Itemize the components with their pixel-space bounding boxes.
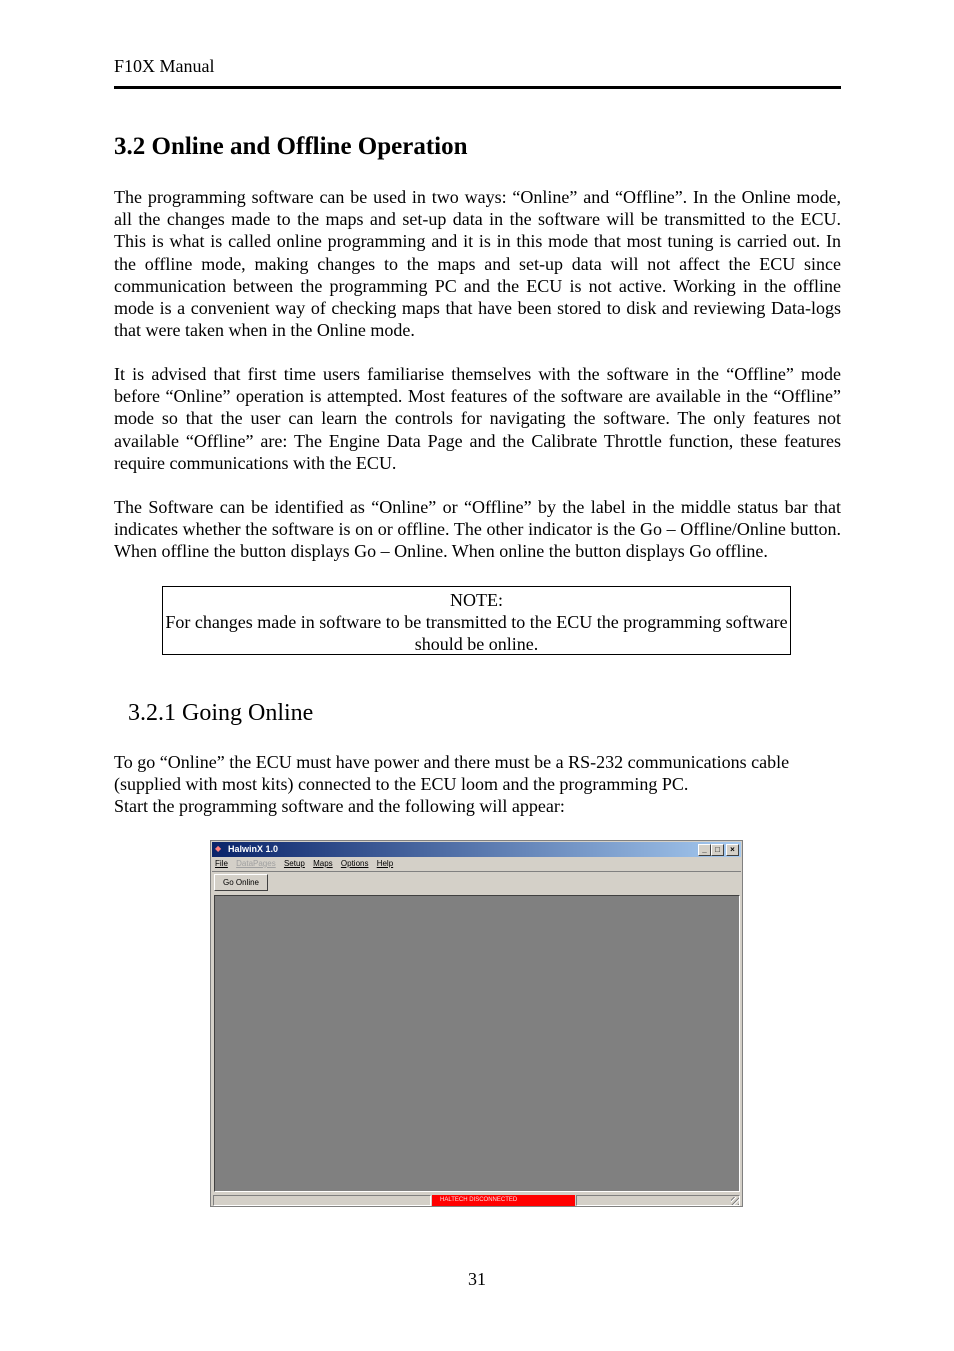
going-online-line-2: (supplied with most kits) connected to the ECU loom and the programming PC.	[114, 774, 689, 795]
status-bar	[213, 1195, 740, 1206]
header-title: F10X Manual	[114, 56, 215, 76]
menu-options[interactable]: Options	[340, 859, 369, 868]
going-online-line-1: To go “Online” the ECU must have power and there must be a RS-232 communications cable	[114, 752, 790, 772]
software-window-screenshot	[210, 840, 743, 1207]
paragraph-online-offline: The programming software can be used in two ways: “Online” and “Offline”. In the Online mode, all the changes made to the maps and set-up data in the software will be transmitted to the ECU. This is what is called online programming and it is in this mode that most tuning is carried out. In the offline mode, making changes to the maps and set-up data will not affect the ECU since communication between the programming PC and the ECU is not active. Working in the offline mode is a convenient way of checking maps that have been stored to disk and reviewing Data-logs that were taken when in the Online mode.	[114, 187, 841, 341]
menu-file[interactable]: File	[215, 859, 228, 868]
toolbar-separator	[212, 871, 741, 872]
note-body: For changes made in software to be transmitted to the ECU the programming software should be online.	[165, 612, 788, 654]
status-connection-label: HALTECH DISCONNECTED	[432, 1195, 575, 1206]
status-cell-left	[213, 1195, 431, 1206]
window-title: HalwinX 1.0	[228, 844, 279, 854]
status-cell-right	[576, 1195, 740, 1206]
menu-setup[interactable]: Setup	[283, 859, 305, 868]
going-online-text	[114, 751, 854, 818]
resize-grip-icon[interactable]	[731, 1197, 739, 1205]
header-rule	[114, 86, 841, 89]
close-icon[interactable]: ×	[726, 844, 739, 856]
note-title: NOTE:	[450, 590, 503, 610]
note-box	[162, 586, 791, 655]
paragraph-identification: The Software can be identified as “Online” or “Offline” by the label in the middle status bar that indicates whether the software is on or offline. The other indicator is the Go – Offline/Online button. When offline the button displays Go – Online. When online the button displays Go offline.	[114, 497, 841, 562]
section-heading: 3.2 Online and Offline Operation	[114, 133, 468, 160]
page-number: 31	[468, 1269, 486, 1289]
menu-help[interactable]: Help	[376, 859, 394, 868]
subsection-heading: 3.2.1 Going Online	[128, 700, 314, 726]
workspace-area	[214, 895, 740, 1192]
app-icon: ◆	[215, 844, 222, 853]
go-online-button[interactable]: Go Online	[214, 874, 268, 891]
minimize-icon[interactable]: _	[698, 844, 711, 856]
window-titlebar	[212, 842, 741, 857]
paragraph-advice: It is advised that first time users familiarise themselves with the software in the “Offline” mode before “Online” operation is attempted. Most features of the software are available in the “Offline” mode so that the user can learn the controls for navigating the software. The only features not available “Offline” are: The Engine Data Page and the Calibrate Throttle function, these features require communications with the ECU.	[114, 364, 841, 473]
menubar	[215, 858, 399, 870]
going-online-line-3: Start the programming software and the following will appear:	[114, 796, 565, 817]
menu-datapages[interactable]: DataPages	[236, 859, 276, 868]
menu-maps[interactable]: Maps	[313, 859, 333, 868]
maximize-icon[interactable]: □	[711, 844, 724, 856]
